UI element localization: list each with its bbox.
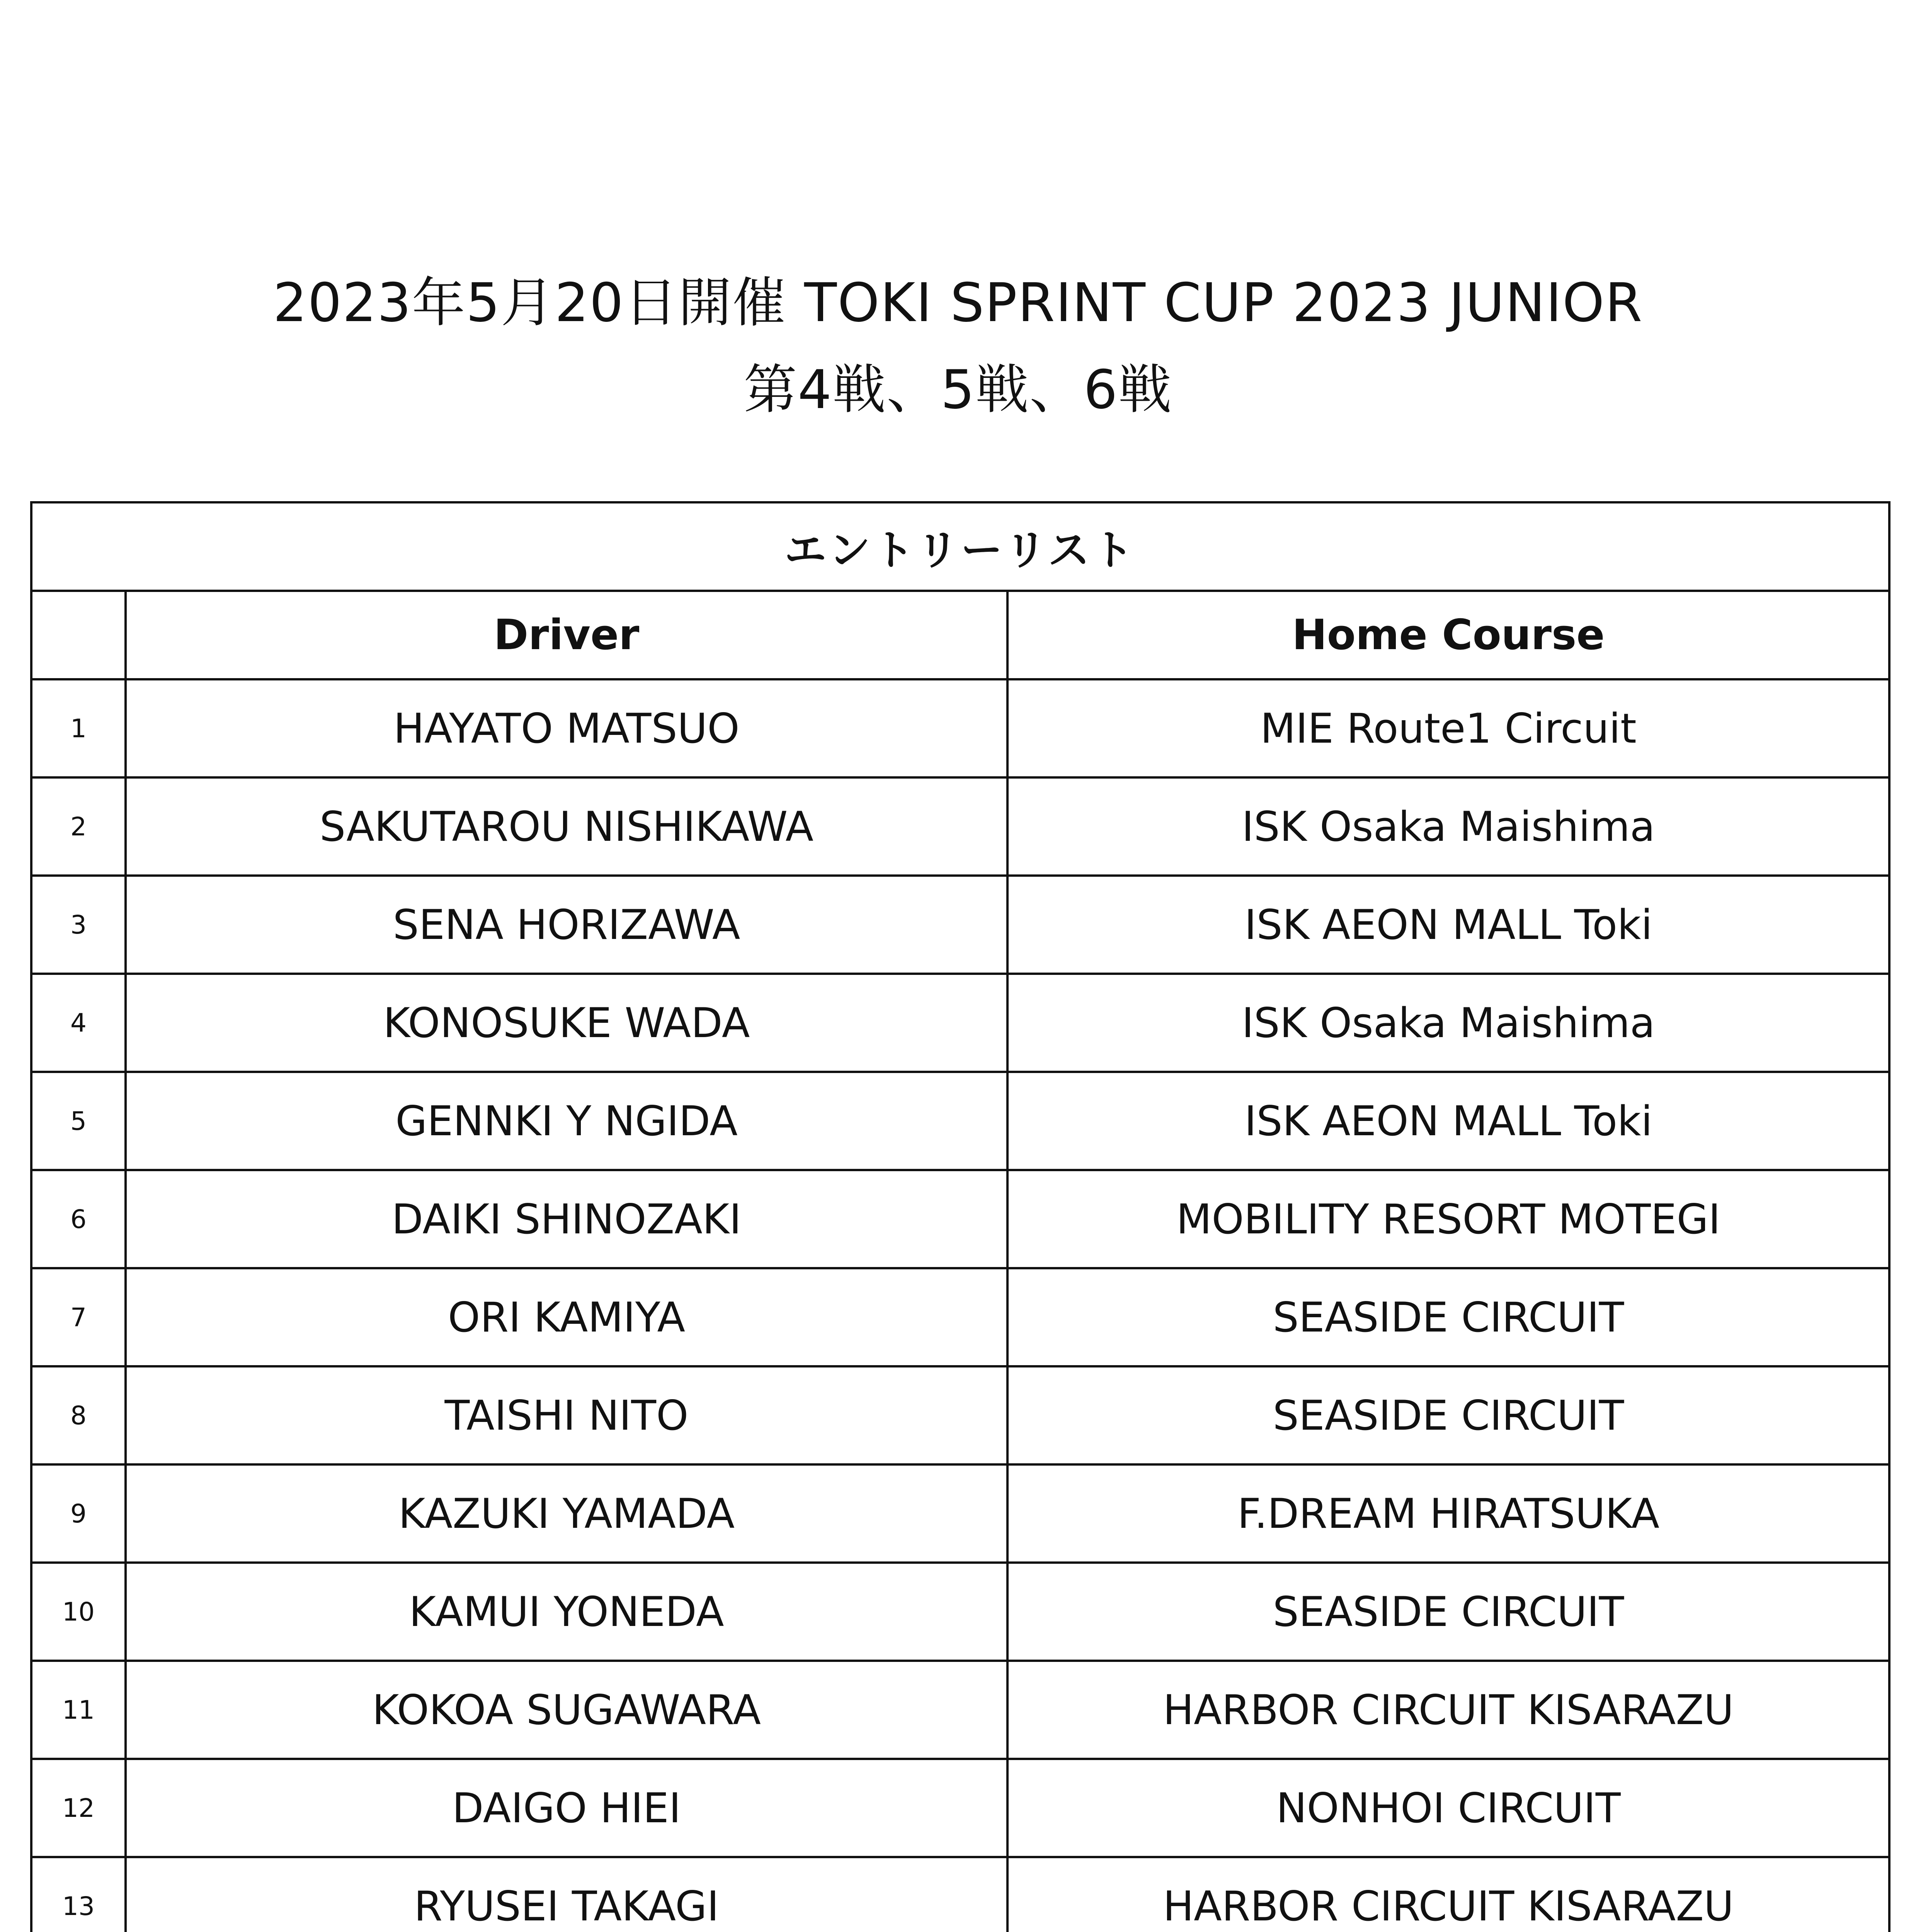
table-row bbox=[31, 876, 1889, 974]
home-course: SEASIDE CIRCUIT bbox=[1007, 1366, 1889, 1464]
row-number: 7 bbox=[31, 1268, 126, 1366]
driver-name: KONOSUKE WADA bbox=[126, 974, 1007, 1072]
home-course: ISK AEON MALL Toki bbox=[1007, 1072, 1889, 1170]
column-header-home-course: Home Course bbox=[1007, 591, 1889, 679]
table-row bbox=[31, 1464, 1889, 1563]
row-number: 3 bbox=[31, 876, 126, 974]
driver-name: SAKUTAROU NISHIKAWA bbox=[126, 777, 1007, 876]
column-header-driver: Driver bbox=[126, 591, 1007, 679]
driver-name: KAZUKI YAMADA bbox=[126, 1464, 1007, 1563]
table-header-row bbox=[31, 591, 1889, 679]
row-number: 11 bbox=[31, 1661, 126, 1759]
driver-name: TAISHI NITO bbox=[126, 1366, 1007, 1464]
row-number: 2 bbox=[31, 777, 126, 876]
row-number: 9 bbox=[31, 1464, 126, 1563]
row-number: 6 bbox=[31, 1170, 126, 1268]
table-row bbox=[31, 974, 1889, 1072]
column-header-number bbox=[31, 591, 126, 679]
row-number: 1 bbox=[31, 679, 126, 777]
table-row bbox=[31, 1366, 1889, 1464]
table-row bbox=[31, 1072, 1889, 1170]
page-title: 2023年5月20日開催 TOKI SPRINT CUP 2023 JUNIOR bbox=[273, 272, 1643, 334]
row-number: 12 bbox=[31, 1759, 126, 1857]
row-number: 10 bbox=[31, 1563, 126, 1661]
home-course: NONHOI CIRCUIT bbox=[1007, 1759, 1889, 1857]
table-row bbox=[31, 1661, 1889, 1759]
table-caption-row bbox=[31, 502, 1889, 591]
driver-name: KOKOA SUGAWARA bbox=[126, 1661, 1007, 1759]
page-subtitle: 第4戦、5戦、6戦 bbox=[744, 359, 1172, 421]
table-caption: エントリーリスト bbox=[31, 502, 1889, 591]
home-course: SEASIDE CIRCUIT bbox=[1007, 1563, 1889, 1661]
table-row bbox=[31, 1170, 1889, 1268]
driver-name: HAYATO MATSUO bbox=[126, 679, 1007, 777]
driver-name: DAIGO HIEI bbox=[126, 1759, 1007, 1857]
table-row bbox=[31, 1268, 1889, 1366]
row-number: 8 bbox=[31, 1366, 126, 1464]
table-row bbox=[31, 1759, 1889, 1857]
driver-name: GENNKI Y NGIDA bbox=[126, 1072, 1007, 1170]
driver-name: ORI KAMIYA bbox=[126, 1268, 1007, 1366]
driver-name: DAIKI SHINOZAKI bbox=[126, 1170, 1007, 1268]
home-course: HARBOR CIRCUIT KISARAZU bbox=[1007, 1661, 1889, 1759]
home-course: F.DREAM HIRATSUKA bbox=[1007, 1464, 1889, 1563]
home-course: MOBILITY RESORT MOTEGI bbox=[1007, 1170, 1889, 1268]
driver-name: KAMUI YONEDA bbox=[126, 1563, 1007, 1661]
row-number: 13 bbox=[31, 1857, 126, 1932]
home-course: HARBOR CIRCUIT KISARAZU bbox=[1007, 1857, 1889, 1932]
home-course: ISK Osaka Maishima bbox=[1007, 777, 1889, 876]
driver-name: RYUSEI TAKAGI bbox=[126, 1857, 1007, 1932]
table-row bbox=[31, 1857, 1889, 1932]
home-course: ISK Osaka Maishima bbox=[1007, 974, 1889, 1072]
table-row bbox=[31, 1563, 1889, 1661]
home-course: ISK AEON MALL Toki bbox=[1007, 876, 1889, 974]
home-course: SEASIDE CIRCUIT bbox=[1007, 1268, 1889, 1366]
entry-list-table bbox=[30, 501, 1890, 1932]
table-row bbox=[31, 777, 1889, 876]
driver-name: SENA HORIZAWA bbox=[126, 876, 1007, 974]
table-row bbox=[31, 679, 1889, 777]
row-number: 4 bbox=[31, 974, 126, 1072]
home-course: MIE Route1 Circuit bbox=[1007, 679, 1889, 777]
row-number: 5 bbox=[31, 1072, 126, 1170]
